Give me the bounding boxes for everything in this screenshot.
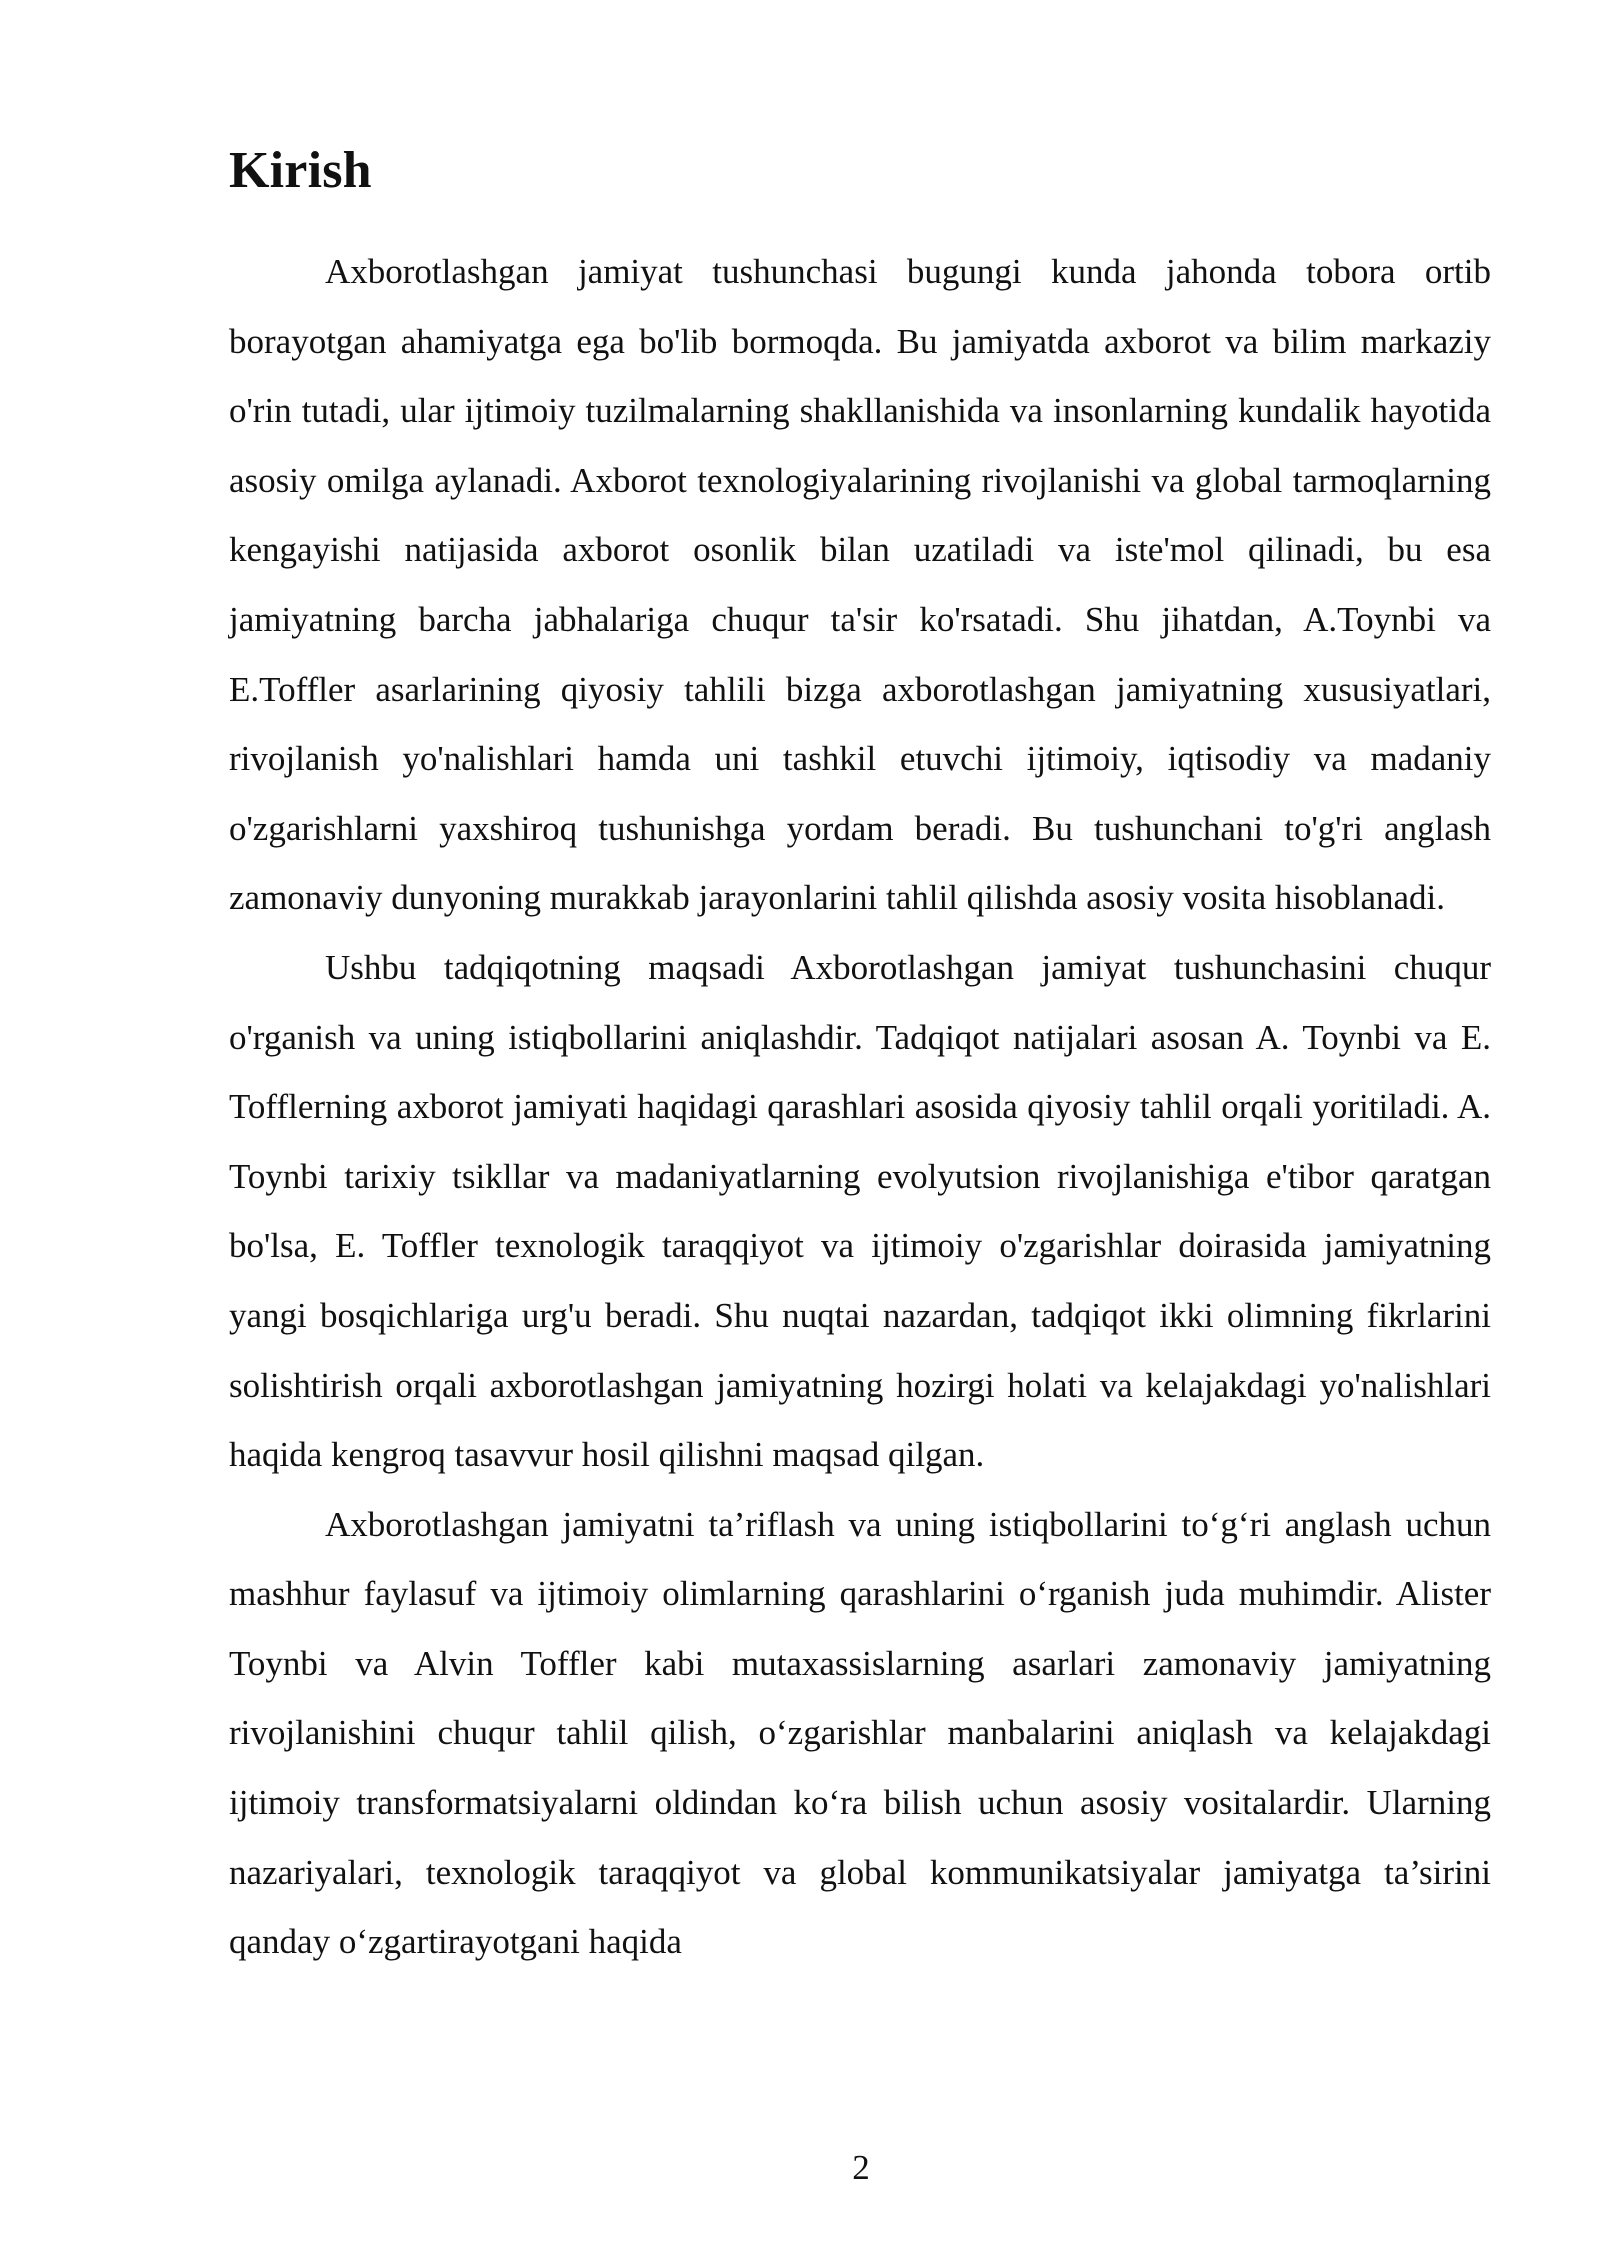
section-heading: Kirish xyxy=(229,142,372,199)
paragraph-2: Ushbu tadqiqotning maqsadi Axborotlashgan jamiyat tushunchasini chuqur o'rganish va uning istiqbollarini aniqlashdir. Tadqiqot natijalari asosan A. Toynbi va E. Tofflerning axborot jamiyati haqidagi qarashlari asosida qiyosiy tahlil orqali yoritiladi. A. Toynbi tarixiy tsikllar va madaniyatlarning evolyutsion rivojlanishiga e'tibor qaratgan bo'lsa, E. Toffler texnologik taraqqiyot va ijtimoiy o'zgarishlar doirasida jamiyatning yangi bosqichlariga urg'u beradi. Shu nuqtai nazardan, tadqiqot ikki olimning fikrlarini solishtirish orqali axborotlashgan jamiyatning hozirgi holati va kelajakdagi yo'nalishlari haqida kengroq tasavvur hosil qilishni maqsad qilgan. xyxy=(229,947,1491,1475)
page-content xyxy=(229,138,1491,1977)
paragraph-1: Axborotlashgan jamiyat tushunchasi bugungi kunda jahonda tobora ortib borayotgan ahamiyatga ega bo'lib bormoqda. Bu jamiyatda axborot va bilim markaziy o'rin tutadi, ular ijtimoiy tuzilmalarning shakllanishida va insonlarning kundalik hayotida asosiy omilga aylanadi. Axborot texnologiyalarining rivojlanishi va global tarmoqlarning kengayishi natijasida axborot osonlik bilan uzatiladi va iste'mol qilinadi, bu esa jamiyatning barcha jabhalariga chuqur ta'sir ko'rsatadi. Shu jihatdan, A.Toynbi va E.Toffler asarlarining qiyosiy tahlili bizga axborotlashgan jamiyatning xususiyatlari, rivojlanish yo'nalishlari hamda uni tashkil etuvchi ijtimoiy, iqtisodiy va madaniy o'zgarishlarni yaxshiroq tushunishga yordam beradi. Bu tushunchani to'g'ri anglash zamonaviy dunyoning murakkab jarayonlarini tahlil qilishda asosiy vosita hisoblanadi. xyxy=(229,252,1491,918)
page-number: 2 xyxy=(852,2148,870,2187)
paragraph-3: Axborotlashgan jamiyatni ta’riflash va uning istiqbollarini to‘g‘ri anglash uchun mashhur faylasuf va ijtimoiy olimlarning qarashlarini o‘rganish juda muhimdir. Alister Toynbi va Alvin Toffler kabi mutaxassislarning asarlari zamonaviy jamiyatning rivojlanishini chuqur tahlil qilish, o‘zgarishlar manbalarini aniqlash va kelajakdagi ijtimoiy transformatsiyalarni oldindan ko‘ra bilish uchun asosiy vositalardir. Ularning nazariyalari, texnologik taraqqiyot va global kommunikatsiyalar jamiyatga ta’sirini qanday o‘zgartirayotgani haqida xyxy=(229,1504,1491,1962)
